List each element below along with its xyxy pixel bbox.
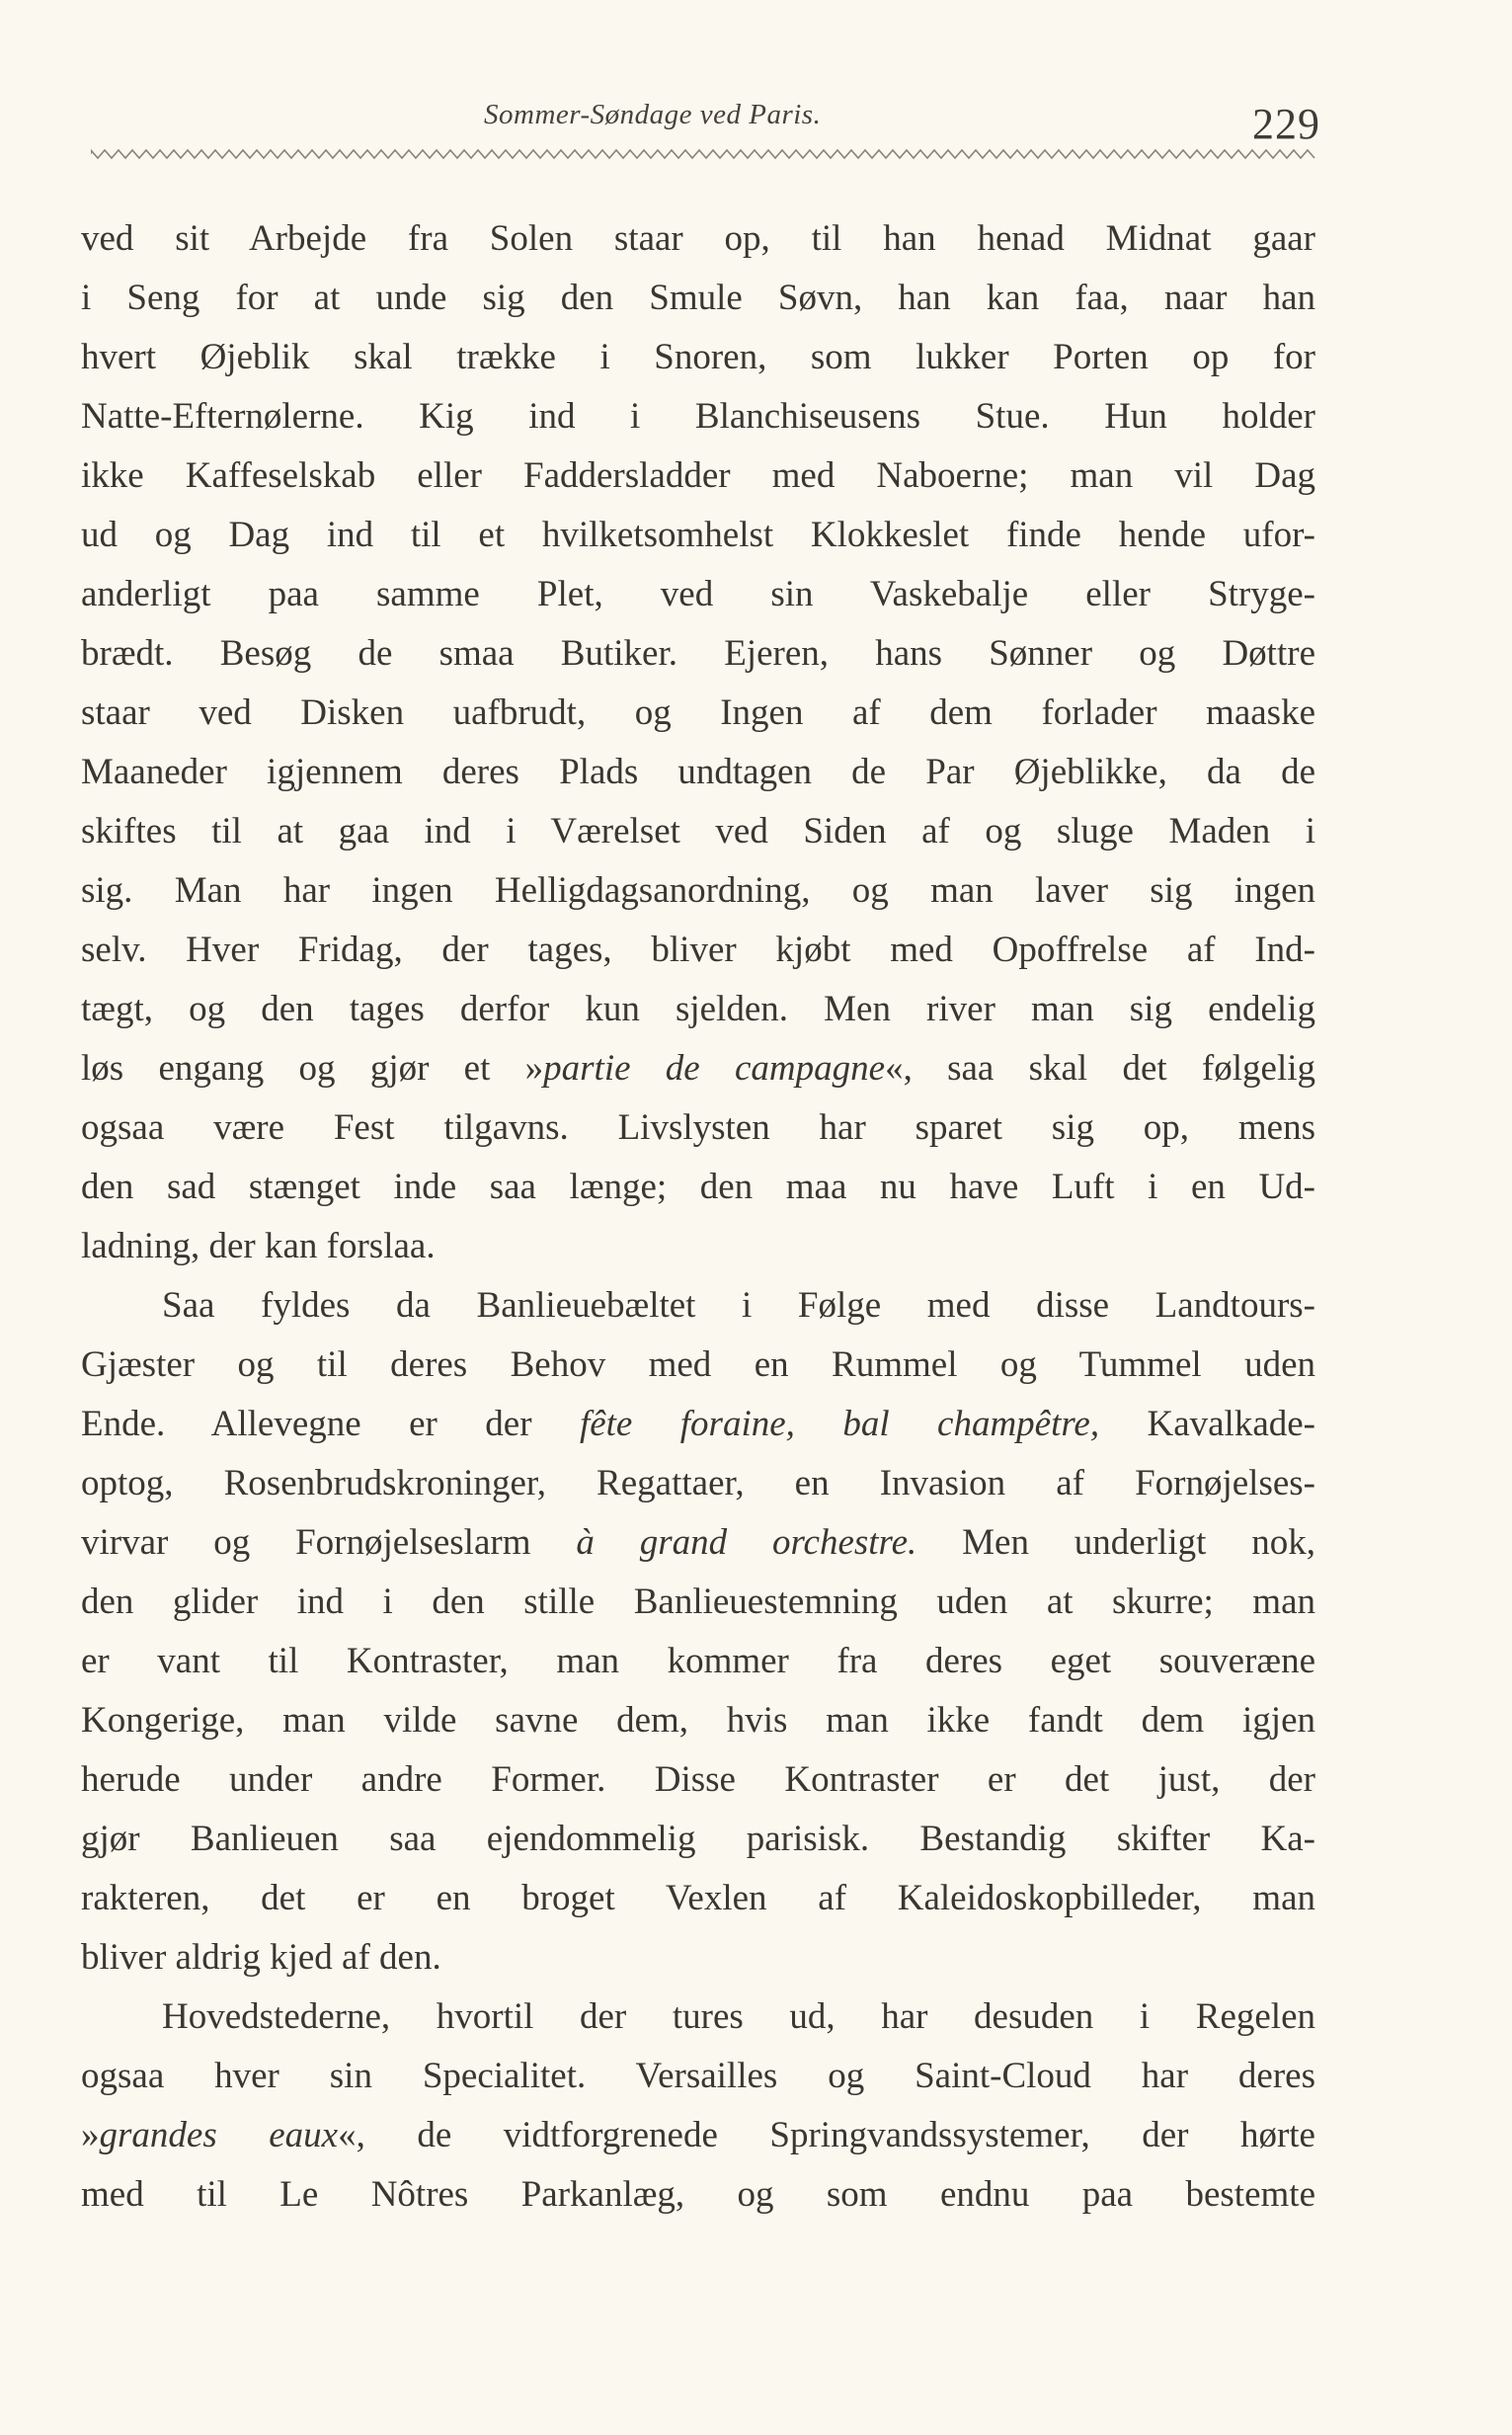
text-line: Kongerige, man vilde savne dem, hvis man ikke fandt dem igjen xyxy=(81,1700,1315,1741)
text-line: er vant til Kontraster, man kommer fra deres eget souveræne xyxy=(81,1641,1315,1681)
text-line: Maaneder igjennem deres Plads undtagen de Par Øjeblikke, da de xyxy=(81,752,1315,792)
text-line: ikke Kaffeselskab eller Faddersladder med Naboerne; man vil Dag xyxy=(81,455,1315,496)
text-line: ladning, der kan forslaa. xyxy=(81,1226,436,1266)
body-text xyxy=(81,209,1315,2225)
text-line: ogsaa være Fest tilgavns. Livslysten har sparet sig op, mens xyxy=(81,1107,1315,1148)
text-line: ogsaa hver sin Specialitet. Versailles og Saint-Cloud har deres xyxy=(81,2056,1315,2096)
text-line: løs engang og gjør et »partie de campagne«, saa skal det følgelig xyxy=(81,1048,1315,1089)
decorative-wavy-rule xyxy=(91,144,1315,164)
text-line: i Seng for at unde sig den Smule Søvn, han kan faa, naar han xyxy=(81,278,1315,318)
text-line: virvar og Fornøjelseslarm à grand orchestre. Men underligt nok, xyxy=(81,1522,1316,1563)
text-line: ud og Dag ind til et hvilketsomhelst Klokkeslet finde hende ufor- xyxy=(81,515,1315,555)
text-line: sig. Man har ingen Helligdagsanordning, og man laver sig ingen xyxy=(81,870,1315,911)
page-number: 229 xyxy=(1252,100,1320,148)
text-line: hvert Øjeblik skal trække i Snoren, som lukker Porten op for xyxy=(81,337,1315,377)
text-line: med til Le Nôtres Parkanlæg, og som endnu paa bestemte xyxy=(81,2174,1315,2215)
text-line: herude under andre Former. Disse Kontraster er det just, der xyxy=(81,1759,1315,1800)
text-line: Natte-Efternølerne. Kig ind i Blanchiseusens Stue. Hun holder xyxy=(81,396,1315,437)
text-line: Ende. Allevegne er der fête foraine, bal champêtre, Kavalkade- xyxy=(81,1404,1316,1444)
text-line: den sad stænget inde saa længe; den maa nu have Luft i en Ud- xyxy=(81,1167,1315,1207)
text-line: tægt, og den tages derfor kun sjelden. Men river man sig endelig xyxy=(81,989,1315,1029)
text-line: rakteren, det er en broget Vexlen af Kaleidoskopbilleder, man xyxy=(81,1878,1315,1918)
text-line: brædt. Besøg de smaa Butiker. Ejeren, hans Sønner og Døttre xyxy=(81,633,1315,674)
text-line: den glider ind i den stille Banlieuestemning uden at skurre; man xyxy=(81,1582,1315,1622)
text-line: optog, Rosenbrudskroninger, Regattaer, en Invasion af Fornøjelses- xyxy=(81,1463,1315,1503)
text-line: selv. Hver Fridag, der tages, bliver kjøbt med Opoffrelse af Ind- xyxy=(81,930,1315,970)
text-line: gjør Banlieuen saa ejendommelig parisisk. Bestandig skifter Ka- xyxy=(81,1819,1315,1859)
text-line: Saa fyldes da Banlieuebæltet i Følge med disse Landtours- xyxy=(162,1285,1315,1326)
text-line: ved sit Arbejde fra Solen staar op, til han henad Midnat gaar xyxy=(81,218,1315,259)
text-line: Gjæster og til deres Behov med en Rummel og Tummel uden xyxy=(81,1344,1315,1385)
text-line: anderligt paa samme Plet, ved sin Vaskebalje eller Stryge- xyxy=(81,574,1315,614)
text-line: skiftes til at gaa ind i Værelset ved Siden af og sluge Maden i xyxy=(81,811,1315,852)
running-title: Sommer-Søndage ved Paris. xyxy=(484,99,822,130)
text-line: »grandes eaux«, de vidtforgrenede Springvandssystemer, der hørte xyxy=(81,2115,1315,2155)
text-line: Hovedstederne, hvortil der tures ud, har desuden i Regelen xyxy=(162,1996,1315,2037)
text-line: staar ved Disken uafbrudt, og Ingen af dem forlader maaske xyxy=(81,692,1315,733)
text-line: bliver aldrig kjed af den. xyxy=(81,1937,441,1978)
